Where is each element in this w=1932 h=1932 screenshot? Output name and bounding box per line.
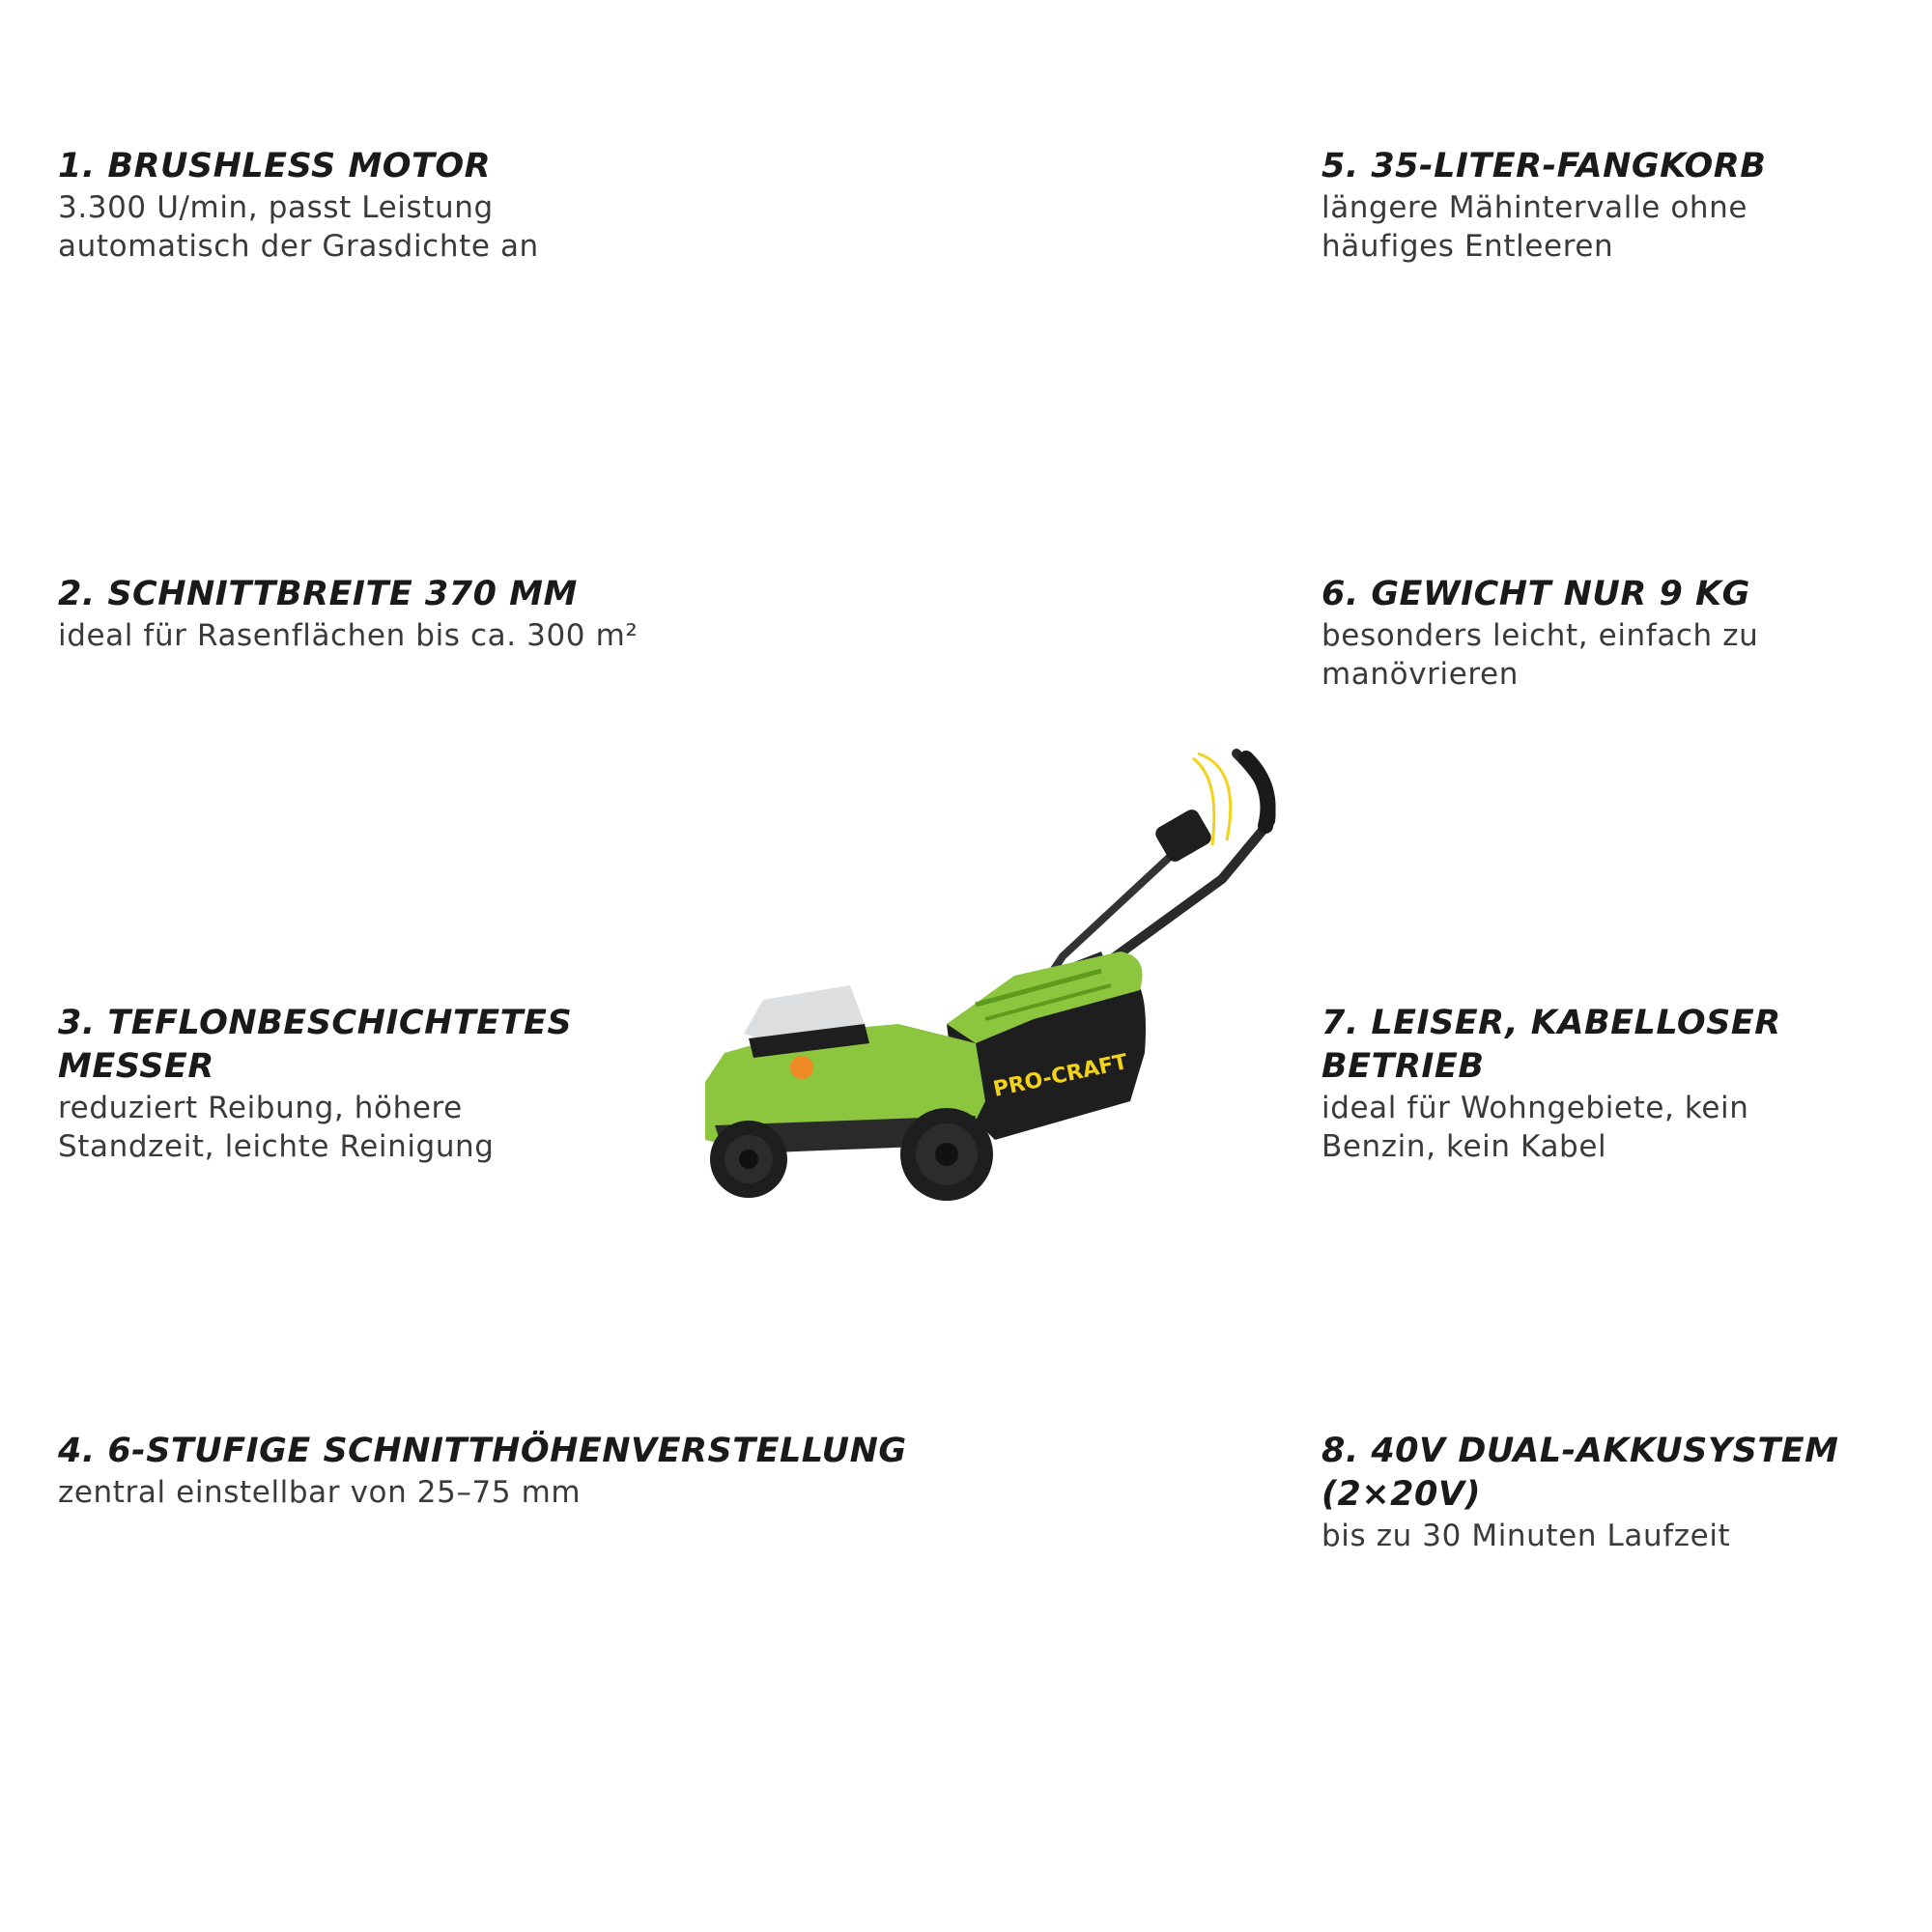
feature-brushless-motor — [58, 145, 753, 266]
feature-title: 5. 35-LITER-FANGKORB — [1321, 147, 1767, 185]
brand-label: PRO-CRAFT — [991, 1050, 1130, 1102]
handle-bar — [1246, 758, 1268, 826]
feature-description-line: manövrieren — [1321, 657, 1519, 692]
warning-badge — [790, 1056, 813, 1079]
feature-title: 1. BRUSHLESS MOTOR — [58, 147, 492, 185]
feature-cutting-width — [58, 573, 753, 655]
feature-description-line: reduziert Reibung, höhere — [58, 1091, 463, 1125]
height-knob — [838, 1031, 853, 1046]
feature-title: 3. TEFLONBESCHICHTETES — [58, 1004, 573, 1042]
rear-wheel — [900, 1108, 993, 1201]
feature-weight — [1321, 573, 1862, 694]
front-wheel — [710, 1121, 787, 1198]
feature-description-line: besonders leicht, einfach zu — [1321, 618, 1759, 653]
feature-quiet-cordless — [1321, 1002, 1862, 1166]
feature-title: 6. GEWICHT NUR 9 KG — [1321, 575, 1750, 613]
switch-box — [1152, 807, 1213, 865]
feature-title: MESSER — [58, 1047, 214, 1086]
feature-description-line: häufiges Entleeren — [1321, 229, 1614, 264]
feature-description-line: Standzeit, leichte Reinigung — [58, 1129, 495, 1164]
feature-description-line: ideal für Rasenflächen bis ca. 300 m² — [58, 618, 639, 653]
feature-teflon-blade — [58, 1002, 599, 1166]
feature-grass-catcher — [1321, 145, 1862, 266]
feature-title: 2. SCHNITTBREITE 370 MM — [58, 575, 578, 613]
feature-height-adjustment — [58, 1430, 927, 1512]
feature-title: (2×20V) — [1321, 1475, 1481, 1514]
feature-title: 7. LEISER, KABELLOSER — [1321, 1004, 1781, 1042]
lawn-mower-image — [657, 734, 1294, 1217]
feature-description-line: automatisch der Grasdichte an — [58, 229, 539, 264]
feature-description-line: längere Mähintervalle ohne — [1321, 190, 1748, 225]
feature-description-line: bis zu 30 Minuten Laufzeit — [1321, 1519, 1731, 1553]
feature-description-line: zentral einstellbar von 25–75 mm — [58, 1475, 582, 1510]
feature-dual-battery — [1321, 1430, 1862, 1555]
feature-title: 4. 6-STUFIGE SCHNITTHÖHENVERSTELLUNG — [58, 1432, 907, 1470]
feature-description-line: ideal für Wohngebiete, kein — [1321, 1091, 1749, 1125]
feature-description-line: Benzin, kein Kabel — [1321, 1129, 1607, 1164]
feature-title: BETRIEB — [1321, 1047, 1485, 1086]
feature-description-line: 3.300 U/min, passt Leistung — [58, 190, 494, 225]
feature-title: 8. 40V DUAL-AKKUSYSTEM — [1321, 1432, 1839, 1470]
